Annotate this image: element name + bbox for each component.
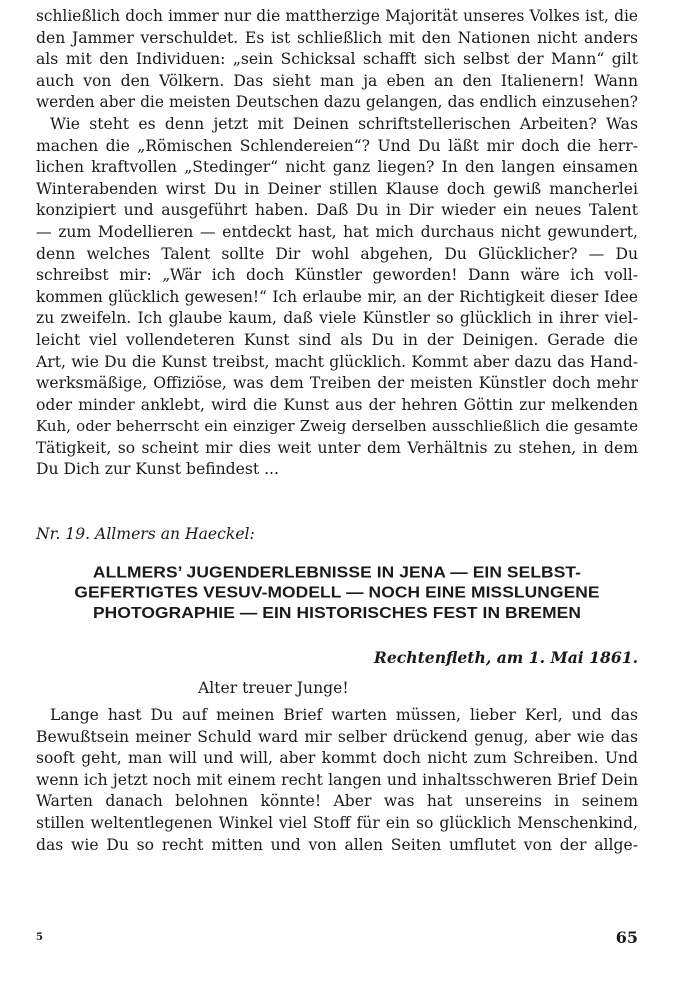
text-line: auch von den Völkern. Das sieht man ja eben an den Italienern! Wann	[36, 71, 638, 90]
text-line: konzipiert und ausgeführt haben. Daß Du in Dir wieder ein neues Talent	[36, 201, 638, 220]
letter-title	[36, 562, 638, 623]
signature-mark: 5	[36, 932, 43, 943]
text-line: den Jammer verschuldet. Es ist schließlich mit den Nationen nicht anders	[36, 28, 638, 47]
text-line: denn welches Talent sollte Dir wohl abgehen, Du Glücklicher? — Du	[36, 244, 638, 263]
text-line: Du Dich zur Kunst befindest ...	[36, 460, 279, 479]
text-line: oder minder anklebt, wird die Kunst aus der hehren Göttin zur melkenden	[36, 395, 638, 414]
text-line: als mit den Individuen: „sein Schicksal schafft sich selbst der Mann“ gilt	[36, 50, 638, 69]
text-line: werksmäßige, Offiziöse, was dem Treiben der meisten Künstler doch mehr	[36, 374, 638, 393]
letter-dateline: Rechtenfleth, am 1. Mai 1861.	[373, 648, 638, 668]
text-line: Warten danach belohnen könnte! Aber was hat unsereins in seinem	[36, 792, 638, 811]
text-line: schreibst mir: „Wär ich doch Künstler geworden! Dann wäre ich voll-	[36, 266, 638, 285]
page-footer	[36, 928, 638, 952]
section-gap	[36, 481, 638, 517]
text-line: Bewußtsein meiner Schuld ward mir selber drückend genug, aber wie das	[36, 727, 638, 746]
text-line: Tätigkeit, so scheint mir dies weit unter dem Verhältnis zu stehen, in dem	[36, 438, 638, 457]
text-line: stillen weltentlegenen Winkel viel Stoff für ein so glücklich Menschenkind,	[36, 814, 638, 833]
text-line: werden aber die meisten Deutschen dazu gelangen, das endlich einzusehen?	[36, 93, 638, 112]
text-line: Wie steht es denn jetzt mit Deinen schriftstellerischen Arbeiten? Was	[50, 114, 638, 133]
letter-header: Nr. 19. Allmers an Haeckel:	[36, 525, 255, 544]
text-line: schließlich doch immer nur die mattherzige Majorität unseres Volkes ist, die	[36, 7, 638, 25]
text-line: sooft geht, man will und will, aber kommt doch nicht zum Schreiben. Und	[36, 749, 638, 768]
text-line: lichen kraftvollen „Stedinger“ nicht ganz liegen? In den langen einsamen	[36, 158, 638, 177]
text-line: das wie Du so recht mitten und von allen Seiten umflutet von der allge-	[36, 835, 638, 854]
text-line: Winterabenden wirst Du in Deiner stillen Klause doch gewiß mancherlei	[36, 179, 638, 198]
text-line: Kuh, oder beherrscht ein einziger Zweig derselben ausschließlich die gesamte	[36, 417, 638, 436]
page-content	[36, 6, 638, 856]
title-line: PHOTOGRAPHIE — EIN HISTORISCHES FEST IN BREMEN	[92, 603, 582, 622]
text-line: zu zweifeln. Ich glaube kaum, daß viele Künstler so glücklich in ihrer viel-	[36, 309, 638, 328]
page-number: 65	[615, 928, 638, 947]
title-line: ALLMERS’ JUGENDERLEBNISSE IN JENA — EIN SELBST-	[92, 562, 582, 582]
text-line: kommen glücklich gewesen!“ Ich erlaube mir, an der Richtigkeit dieser Idee	[36, 287, 638, 306]
letter-salutation: Alter treuer Junge!	[198, 679, 349, 698]
section-one-text	[36, 6, 638, 481]
letter-body	[36, 705, 638, 856]
text-line: machen die „Römischen Schlendereien“? Und Du läßt mir doch die herr-	[36, 136, 638, 155]
text-line: — zum Modellieren — entdeckt hast, hat mich durchaus nicht gewundert,	[36, 222, 638, 241]
text-line: Lange hast Du auf meinen Brief warten müssen, lieber Kerl, und das	[50, 706, 638, 725]
text-line: leicht viel vollendeteren Kunst sind als Du in der Deinigen. Gerade die	[36, 330, 638, 349]
title-line: GEFERTIGTES VESUV-MODELL — NOCH EINE MISSLUNGENE	[74, 582, 600, 602]
text-line: Art, wie Du die Kunst treibst, macht glücklich. Kommt aber dazu das Hand-	[36, 352, 638, 371]
text-line: wenn ich jetzt noch mit einem recht langen und inhaltsschweren Brief Dein	[36, 770, 638, 789]
